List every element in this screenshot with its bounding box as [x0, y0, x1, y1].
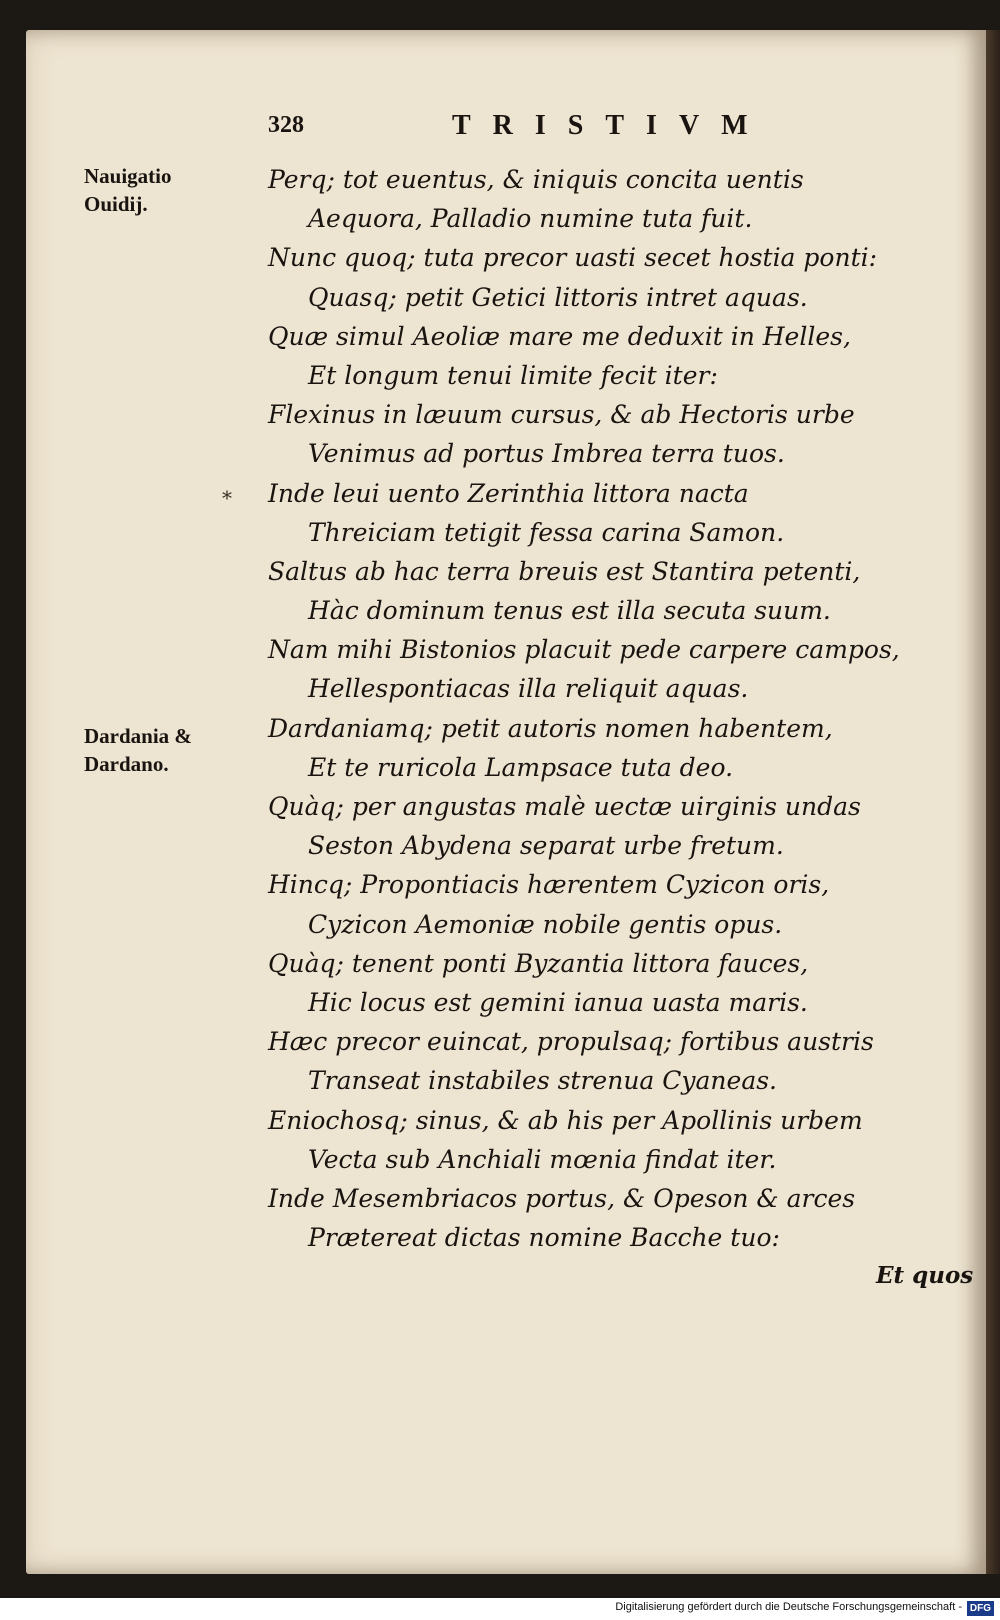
verse-line: Hàc dominum tenus est illa secuta suum. [308, 596, 831, 626]
verse-line: Hæc precor euincat, propulsaq; fortibus austris [268, 1027, 874, 1057]
verse-line: Quæ simul Aeoliæ mare me deduxit in Helles, [268, 321, 851, 351]
verse-line: Threiciam tetigit fessa carina Samon. [308, 517, 785, 547]
verse-line: Quàq; per angustas malè uectæ uirginis undas [268, 792, 861, 821]
asterisk-mark: * [222, 486, 232, 510]
verse-line: Prætereat dictas nomine Bacche tuo: [308, 1223, 780, 1253]
verse-line: Eniochosq; sinus, & ab his per Apollinis urbem [268, 1105, 863, 1135]
digitization-footer [0, 1598, 1000, 1620]
catchword: Et quos [876, 1262, 974, 1289]
verse-line: Inde leui uento Zerinthia littora nacta [268, 478, 749, 508]
marginal-note-dardania [84, 722, 192, 778]
verse-line: Quàq; tenent ponti Byzantia littora fauces, [268, 948, 809, 978]
verse-line: Hincq; Propontiacis hærentem Cyzicon oris, [268, 870, 830, 900]
page-header [0, 112, 1000, 152]
dfg-logo: DFG [967, 1601, 994, 1616]
marginal-note-line: Dardano. [84, 752, 169, 776]
page-number: 328 [268, 112, 304, 138]
verse-line: Hic locus est gemini ianua uasta maris. [308, 987, 808, 1017]
verse-line: Et longum tenui limite fecit iter: [308, 360, 718, 390]
verse-line: Dardaniamq; petit autoris nomen habentem, [268, 713, 833, 743]
marginal-note-line: Nauigatio [84, 164, 172, 188]
verse-line: Nunc quoq; tuta precor uasti secet hostia ponti: [268, 243, 878, 273]
running-title: TRISTIVM [452, 110, 770, 141]
verse-line: Saltus ab hac terra breuis est Stantira petenti, [268, 556, 861, 586]
funding-credit: Digitalisierung gefördert durch die Deutsche Forschungsgemeinschaft - [615, 1601, 962, 1613]
verse-line: Cyzicon Aemoniæ nobile gentis opus. [308, 909, 783, 939]
verse-line: Vecta sub Anchiali mœnia findat iter. [308, 1144, 777, 1174]
marginal-note-navigation [84, 162, 172, 218]
marginal-note-line: Ouidij. [84, 192, 148, 216]
verse-line: Et te ruricola Lampsace tuta deo. [308, 752, 734, 782]
verse-line: Nam mihi Bistonios placuit pede carpere campos, [268, 635, 900, 665]
verse-line: Transeat instabiles strenua Cyaneas. [308, 1066, 778, 1096]
marginal-note-line: Dardania & [84, 724, 192, 748]
verse-line: Aequora, Palladio numine tuta fuit. [308, 204, 753, 234]
verse-line: Inde Mesembriacos portus, & Opeson & arces [268, 1183, 856, 1213]
verse-line: Flexinus in læuum cursus, & ab Hectoris urbe [268, 400, 855, 430]
verse-line: Quasq; petit Getici littoris intret aquas. [308, 282, 808, 312]
verse-line: Perq; tot euentus, & iniquis concita uentis [268, 165, 804, 194]
book-spine [986, 30, 1000, 1574]
verse-line: Venimus ad portus Imbrea terra tuos. [308, 439, 785, 469]
verse-line: Hellespontiacas illa reliquit aquas. [308, 674, 749, 704]
verse-line: Seston Abydena separat urbe fretum. [308, 831, 784, 861]
verse-block [268, 160, 900, 1257]
